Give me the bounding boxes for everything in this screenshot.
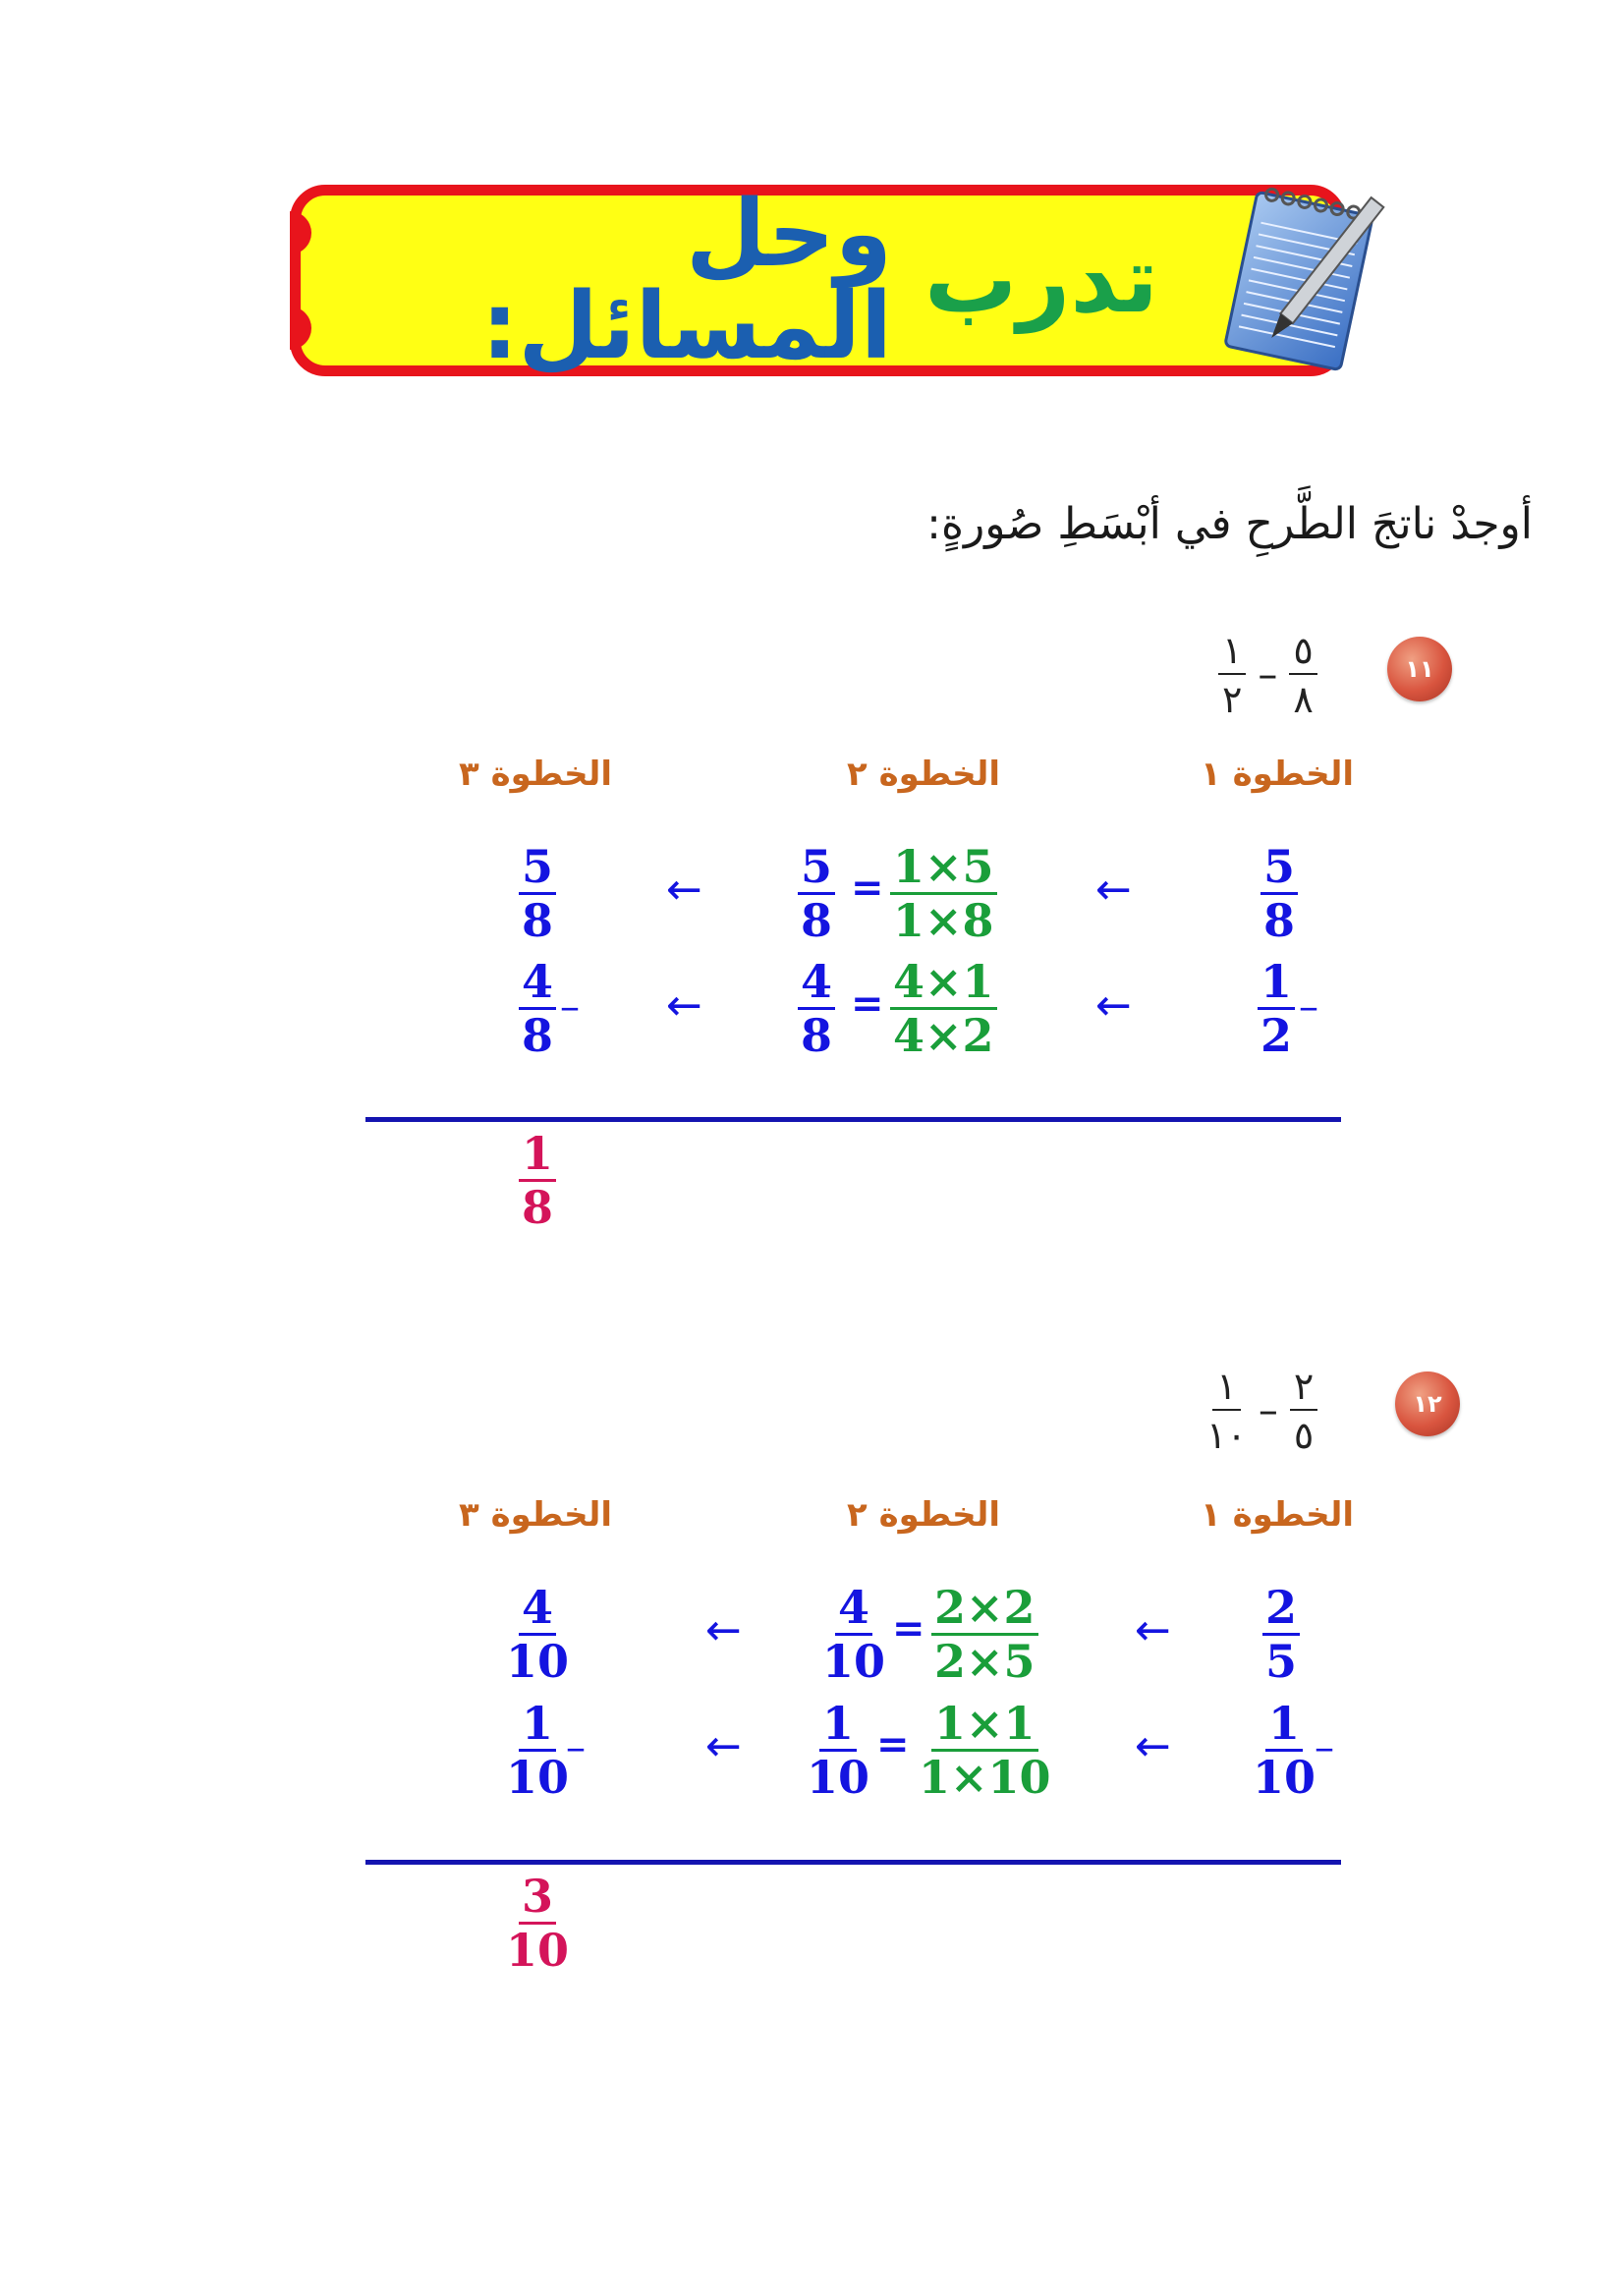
equals-sign: = (851, 865, 884, 911)
step-3-fraction: $\frac{1}{10}$ (506, 1697, 570, 1805)
arrow-icon: ← (1095, 980, 1132, 1031)
arrow-icon: ← (666, 980, 702, 1031)
banner-cap (290, 211, 311, 254)
step-2-label: الخطوة ٢ (846, 755, 1001, 794)
result-fraction: $\frac{3}{10}$ (506, 1870, 570, 1978)
equals-sign: = (851, 980, 884, 1027)
notepad-pencil-icon (1210, 173, 1387, 384)
step-1-fraction: $\frac{1}{2}$ (1258, 958, 1295, 1060)
banner-title (340, 180, 1158, 380)
step-2-work-fraction: $\frac{4\times 1}{4\times 2}$ (890, 958, 997, 1060)
expr-fraction: ٢ ٥ (1290, 1368, 1317, 1454)
step-2-work-fraction: $\frac{1\times 1}{1\times 10}$ (919, 1697, 1051, 1805)
expr-fraction: ٥ ٨ (1289, 632, 1316, 718)
step-1-label: الخطوة ١ (1200, 755, 1355, 794)
step-3-fraction: $\frac{4}{10}$ (506, 1581, 570, 1689)
step-1-label: الخطوة ١ (1200, 1495, 1355, 1535)
step-2-label: الخطوة ٢ (846, 1495, 1001, 1535)
arrow-icon: ← (705, 1605, 742, 1655)
arrow-icon: ← (1135, 1721, 1171, 1771)
title-banner (290, 180, 1346, 380)
result-fraction: $\frac{1}{8}$ (519, 1130, 556, 1232)
minus-sign: – (1299, 984, 1318, 1030)
minus-sign: – (1258, 1388, 1278, 1433)
expr-fraction: ١ ١٠ (1206, 1365, 1247, 1457)
problem-number-badge: ١٢ (1395, 1371, 1460, 1436)
arrow-icon: ← (666, 865, 702, 915)
problem-expression (1218, 629, 1317, 721)
step-1-fraction: $\frac{5}{8}$ (1260, 843, 1298, 945)
minus-sign: – (1315, 1725, 1334, 1770)
minus-sign: – (566, 1725, 586, 1770)
step-3-label: الخطوة ٣ (458, 755, 613, 794)
sum-line (365, 1117, 1341, 1122)
arrow-icon: ← (1095, 865, 1132, 915)
step-2-fraction: $\frac{5}{8}$ (798, 843, 835, 945)
arrow-icon: ← (705, 1721, 742, 1771)
step-2-work-fraction: $\frac{2\times 2}{2\times 5}$ (931, 1584, 1038, 1686)
banner-title-word2: وحل المسائل: (480, 180, 893, 380)
step-2-fraction: $\frac{1}{10}$ (807, 1697, 870, 1805)
step-1-fraction: $\frac{1}{10}$ (1253, 1697, 1316, 1805)
sum-line (365, 1860, 1341, 1865)
step-3-fraction: $\frac{4}{8}$ (519, 958, 556, 1060)
problem-expression (1206, 1365, 1317, 1457)
instruction-text: أوجدْ ناتجَ الطَّرحِ في أبْسَطِ صُورةٍ: (926, 499, 1533, 549)
minus-sign: – (1258, 652, 1278, 698)
step-2-work-fraction: $\frac{1\times 5}{1\times 8}$ (890, 843, 997, 945)
step-2-fraction: $\frac{4}{8}$ (798, 958, 835, 1060)
banner-cap (290, 307, 311, 350)
equals-sign: = (876, 1721, 910, 1767)
minus-sign: – (560, 984, 580, 1030)
step-3-fraction: $\frac{5}{8}$ (519, 843, 556, 945)
step-3-label: الخطوة ٣ (458, 1495, 613, 1535)
banner-title-word1: تدرب (924, 226, 1158, 334)
step-1-fraction: $\frac{2}{5}$ (1262, 1584, 1300, 1686)
problem-number-badge: ١١ (1387, 637, 1452, 701)
equals-sign: = (892, 1605, 925, 1651)
step-2-fraction: $\frac{4}{10}$ (822, 1581, 886, 1689)
arrow-icon: ← (1135, 1605, 1171, 1655)
expr-fraction: ١ ٢ (1218, 632, 1246, 718)
